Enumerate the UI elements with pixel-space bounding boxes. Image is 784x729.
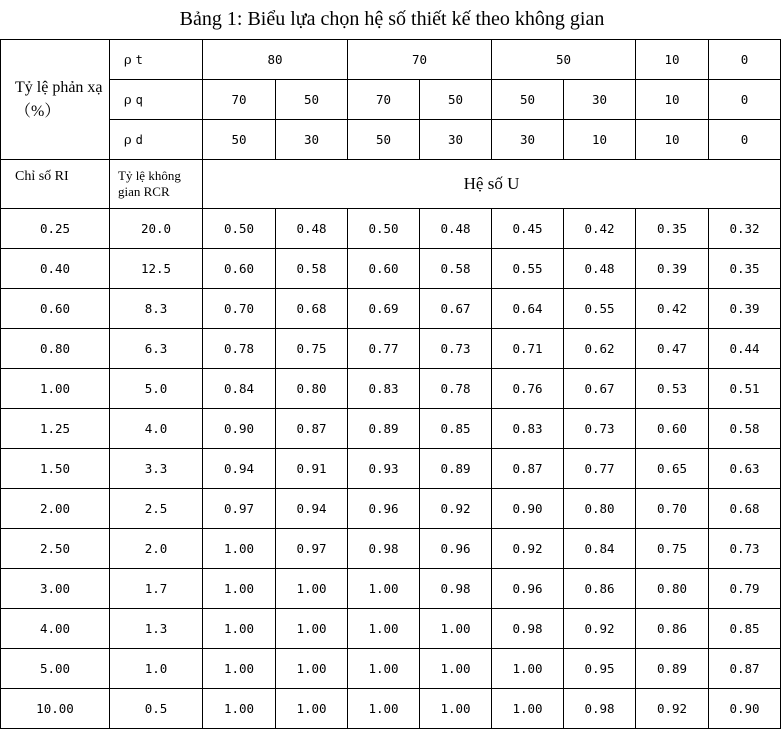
u-value-cell: 0.89 bbox=[636, 649, 709, 689]
ri-cell: 1.50 bbox=[1, 449, 110, 489]
u-value-cell: 1.00 bbox=[276, 609, 348, 649]
rho-q-cell: 70 bbox=[203, 80, 276, 120]
u-value-cell: 0.75 bbox=[636, 529, 709, 569]
u-value-cell: 0.89 bbox=[348, 409, 420, 449]
u-value-cell: 0.60 bbox=[203, 249, 276, 289]
rcr-cell: 1.7 bbox=[110, 569, 203, 609]
header-row-rho-t bbox=[1, 40, 781, 80]
table-row bbox=[1, 569, 781, 609]
reflectance-label: Tỷ lệ phản xạ（%） bbox=[1, 40, 110, 160]
u-value-cell: 0.89 bbox=[420, 449, 492, 489]
u-value-cell: 0.77 bbox=[348, 329, 420, 369]
rho-t-cell: 50 bbox=[492, 40, 636, 80]
rho-d-label bbox=[110, 120, 203, 160]
u-value-cell: 0.73 bbox=[564, 409, 636, 449]
ri-cell: 2.50 bbox=[1, 529, 110, 569]
u-value-cell: 0.55 bbox=[564, 289, 636, 329]
u-value-cell: 0.94 bbox=[203, 449, 276, 489]
u-value-cell: 0.78 bbox=[203, 329, 276, 369]
rho-d-cell: 30 bbox=[420, 120, 492, 160]
rcr-cell: 2.5 bbox=[110, 489, 203, 529]
table-row bbox=[1, 649, 781, 689]
table-row bbox=[1, 689, 781, 729]
u-value-cell: 1.00 bbox=[492, 649, 564, 689]
ri-cell: 5.00 bbox=[1, 649, 110, 689]
u-value-cell: 0.85 bbox=[420, 409, 492, 449]
table-row bbox=[1, 609, 781, 649]
u-value-cell: 0.78 bbox=[420, 369, 492, 409]
u-value-cell: 0.58 bbox=[276, 249, 348, 289]
table-title: Bảng 1: Biểu lựa chọn hệ số thiết kế theo không gian bbox=[179, 8, 605, 30]
u-value-cell: 0.87 bbox=[709, 649, 781, 689]
u-value-cell: 0.39 bbox=[709, 289, 781, 329]
table-row bbox=[1, 489, 781, 529]
rho-d-cell: 10 bbox=[564, 120, 636, 160]
rho-t-cell: 0 bbox=[709, 40, 781, 80]
u-value-cell: 0.95 bbox=[564, 649, 636, 689]
u-value-cell: 1.00 bbox=[276, 569, 348, 609]
u-value-cell: 0.80 bbox=[636, 569, 709, 609]
u-value-cell: 0.48 bbox=[420, 209, 492, 249]
u-value-cell: 0.67 bbox=[564, 369, 636, 409]
table-body bbox=[1, 40, 781, 729]
u-value-cell: 0.86 bbox=[636, 609, 709, 649]
rho-q-cell: 70 bbox=[348, 80, 420, 120]
u-value-cell: 1.00 bbox=[420, 689, 492, 729]
rcr-cell: 5.0 bbox=[110, 369, 203, 409]
rho-q-cell: 50 bbox=[276, 80, 348, 120]
u-value-cell: 1.00 bbox=[420, 649, 492, 689]
u-value-cell: 0.98 bbox=[420, 569, 492, 609]
u-value-cell: 0.83 bbox=[492, 409, 564, 449]
ri-cell: 10.00 bbox=[1, 689, 110, 729]
rho-subscript: d bbox=[135, 132, 143, 147]
rho-d-cell: 30 bbox=[492, 120, 564, 160]
ri-cell: 0.25 bbox=[1, 209, 110, 249]
u-value-cell: 0.50 bbox=[203, 209, 276, 249]
u-value-cell: 1.00 bbox=[348, 649, 420, 689]
u-value-cell: 0.94 bbox=[276, 489, 348, 529]
u-value-cell: 0.42 bbox=[636, 289, 709, 329]
rho-symbol: ρ bbox=[124, 92, 132, 108]
u-value-cell: 0.84 bbox=[564, 529, 636, 569]
u-value-cell: 0.90 bbox=[203, 409, 276, 449]
u-value-cell: 0.58 bbox=[420, 249, 492, 289]
ri-cell: 0.60 bbox=[1, 289, 110, 329]
coefficient-table bbox=[0, 39, 781, 729]
rho-t-cell: 10 bbox=[636, 40, 709, 80]
rcr-cell: 8.3 bbox=[110, 289, 203, 329]
rcr-cell: 4.0 bbox=[110, 409, 203, 449]
ri-cell: 0.40 bbox=[1, 249, 110, 289]
u-value-cell: 0.50 bbox=[348, 209, 420, 249]
rcr-cell: 3.3 bbox=[110, 449, 203, 489]
u-value-cell: 0.32 bbox=[709, 209, 781, 249]
u-value-cell: 1.00 bbox=[203, 609, 276, 649]
rho-q-cell: 50 bbox=[420, 80, 492, 120]
u-value-cell: 1.00 bbox=[348, 609, 420, 649]
rho-q-cell: 30 bbox=[564, 80, 636, 120]
u-value-cell: 0.68 bbox=[709, 489, 781, 529]
ri-cell: 1.25 bbox=[1, 409, 110, 449]
u-value-cell: 0.63 bbox=[709, 449, 781, 489]
rho-d-cell: 30 bbox=[276, 120, 348, 160]
u-value-cell: 0.47 bbox=[636, 329, 709, 369]
rho-d-cell: 50 bbox=[203, 120, 276, 160]
u-value-cell: 0.87 bbox=[276, 409, 348, 449]
u-value-cell: 1.00 bbox=[420, 609, 492, 649]
u-value-cell: 0.90 bbox=[492, 489, 564, 529]
u-value-cell: 0.91 bbox=[276, 449, 348, 489]
u-value-cell: 0.76 bbox=[492, 369, 564, 409]
header-row-rho-q bbox=[1, 80, 781, 120]
u-value-cell: 0.90 bbox=[709, 689, 781, 729]
rho-q-cell: 10 bbox=[636, 80, 709, 120]
u-value-cell: 0.48 bbox=[564, 249, 636, 289]
u-value-cell: 0.60 bbox=[348, 249, 420, 289]
u-value-cell: 0.35 bbox=[636, 209, 709, 249]
table-row bbox=[1, 209, 781, 249]
u-value-cell: 0.86 bbox=[564, 569, 636, 609]
u-value-cell: 1.00 bbox=[203, 529, 276, 569]
u-value-cell: 0.45 bbox=[492, 209, 564, 249]
header-row-columns bbox=[1, 160, 781, 209]
u-value-cell: 0.98 bbox=[564, 689, 636, 729]
u-value-cell: 0.73 bbox=[420, 329, 492, 369]
u-value-cell: 0.44 bbox=[709, 329, 781, 369]
ri-cell: 2.00 bbox=[1, 489, 110, 529]
table-row bbox=[1, 249, 781, 289]
u-value-cell: 0.68 bbox=[276, 289, 348, 329]
u-value-cell: 0.70 bbox=[203, 289, 276, 329]
u-value-cell: 0.85 bbox=[709, 609, 781, 649]
u-value-cell: 0.93 bbox=[348, 449, 420, 489]
u-value-cell: 0.80 bbox=[276, 369, 348, 409]
rcr-cell: 12.5 bbox=[110, 249, 203, 289]
rho-subscript: t bbox=[135, 52, 143, 67]
u-value-cell: 1.00 bbox=[492, 689, 564, 729]
table-row bbox=[1, 449, 781, 489]
u-value-cell: 0.73 bbox=[709, 529, 781, 569]
u-value-cell: 1.00 bbox=[203, 689, 276, 729]
u-value-cell: 0.58 bbox=[709, 409, 781, 449]
u-value-cell: 0.75 bbox=[276, 329, 348, 369]
header-row-rho-d bbox=[1, 120, 781, 160]
u-value-cell: 1.00 bbox=[276, 649, 348, 689]
rho-subscript: q bbox=[135, 92, 143, 107]
table-row bbox=[1, 409, 781, 449]
ri-cell: 0.80 bbox=[1, 329, 110, 369]
u-value-cell: 1.00 bbox=[276, 689, 348, 729]
u-value-cell: 0.92 bbox=[492, 529, 564, 569]
rcr-cell: 1.3 bbox=[110, 609, 203, 649]
u-value-cell: 0.96 bbox=[492, 569, 564, 609]
u-value-cell: 0.71 bbox=[492, 329, 564, 369]
rho-d-cell: 50 bbox=[348, 120, 420, 160]
ri-cell: 1.00 bbox=[1, 369, 110, 409]
u-value-cell: 1.00 bbox=[203, 569, 276, 609]
u-value-cell: 0.80 bbox=[564, 489, 636, 529]
u-value-cell: 0.96 bbox=[420, 529, 492, 569]
u-value-cell: 0.92 bbox=[420, 489, 492, 529]
u-coefficient-header: Hệ số U bbox=[203, 160, 781, 209]
u-value-cell: 0.87 bbox=[492, 449, 564, 489]
rcr-cell: 20.0 bbox=[110, 209, 203, 249]
u-value-cell: 0.55 bbox=[492, 249, 564, 289]
u-value-cell: 0.42 bbox=[564, 209, 636, 249]
u-value-cell: 1.00 bbox=[348, 689, 420, 729]
rcr-column-header: Tỷ lệ không gian RCR bbox=[110, 160, 203, 209]
rcr-cell: 0.5 bbox=[110, 689, 203, 729]
rho-q-label bbox=[110, 80, 203, 120]
u-value-cell: 0.92 bbox=[636, 689, 709, 729]
table-row bbox=[1, 529, 781, 569]
u-value-cell: 0.98 bbox=[348, 529, 420, 569]
u-value-cell: 0.77 bbox=[564, 449, 636, 489]
rho-t-label bbox=[110, 40, 203, 80]
rho-d-cell: 10 bbox=[636, 120, 709, 160]
u-value-cell: 0.79 bbox=[709, 569, 781, 609]
rcr-cell: 1.0 bbox=[110, 649, 203, 689]
u-value-cell: 0.67 bbox=[420, 289, 492, 329]
u-value-cell: 0.53 bbox=[636, 369, 709, 409]
u-value-cell: 0.69 bbox=[348, 289, 420, 329]
u-value-cell: 0.35 bbox=[709, 249, 781, 289]
u-value-cell: 0.83 bbox=[348, 369, 420, 409]
u-value-cell: 0.62 bbox=[564, 329, 636, 369]
u-value-cell: 1.00 bbox=[203, 649, 276, 689]
rho-d-cell: 0 bbox=[709, 120, 781, 160]
rho-symbol: ρ bbox=[124, 132, 132, 148]
table-row bbox=[1, 289, 781, 329]
u-value-cell: 0.70 bbox=[636, 489, 709, 529]
ri-cell: 4.00 bbox=[1, 609, 110, 649]
u-value-cell: 0.65 bbox=[636, 449, 709, 489]
u-value-cell: 0.39 bbox=[636, 249, 709, 289]
u-value-cell: 0.96 bbox=[348, 489, 420, 529]
u-value-cell: 0.51 bbox=[709, 369, 781, 409]
rho-t-cell: 70 bbox=[348, 40, 492, 80]
u-value-cell: 0.98 bbox=[492, 609, 564, 649]
rcr-cell: 6.3 bbox=[110, 329, 203, 369]
table-row bbox=[1, 329, 781, 369]
u-value-cell: 1.00 bbox=[348, 569, 420, 609]
rho-symbol: ρ bbox=[124, 52, 132, 68]
rcr-cell: 2.0 bbox=[110, 529, 203, 569]
u-value-cell: 0.60 bbox=[636, 409, 709, 449]
u-value-cell: 0.97 bbox=[276, 529, 348, 569]
u-value-cell: 0.92 bbox=[564, 609, 636, 649]
u-value-cell: 0.48 bbox=[276, 209, 348, 249]
rho-q-cell: 0 bbox=[709, 80, 781, 120]
ri-cell: 3.00 bbox=[1, 569, 110, 609]
rho-t-cell: 80 bbox=[203, 40, 348, 80]
ri-column-header: Chỉ số RI bbox=[1, 160, 110, 209]
u-value-cell: 0.64 bbox=[492, 289, 564, 329]
u-value-cell: 0.97 bbox=[203, 489, 276, 529]
table-row bbox=[1, 369, 781, 409]
rho-q-cell: 50 bbox=[492, 80, 564, 120]
u-value-cell: 0.84 bbox=[203, 369, 276, 409]
